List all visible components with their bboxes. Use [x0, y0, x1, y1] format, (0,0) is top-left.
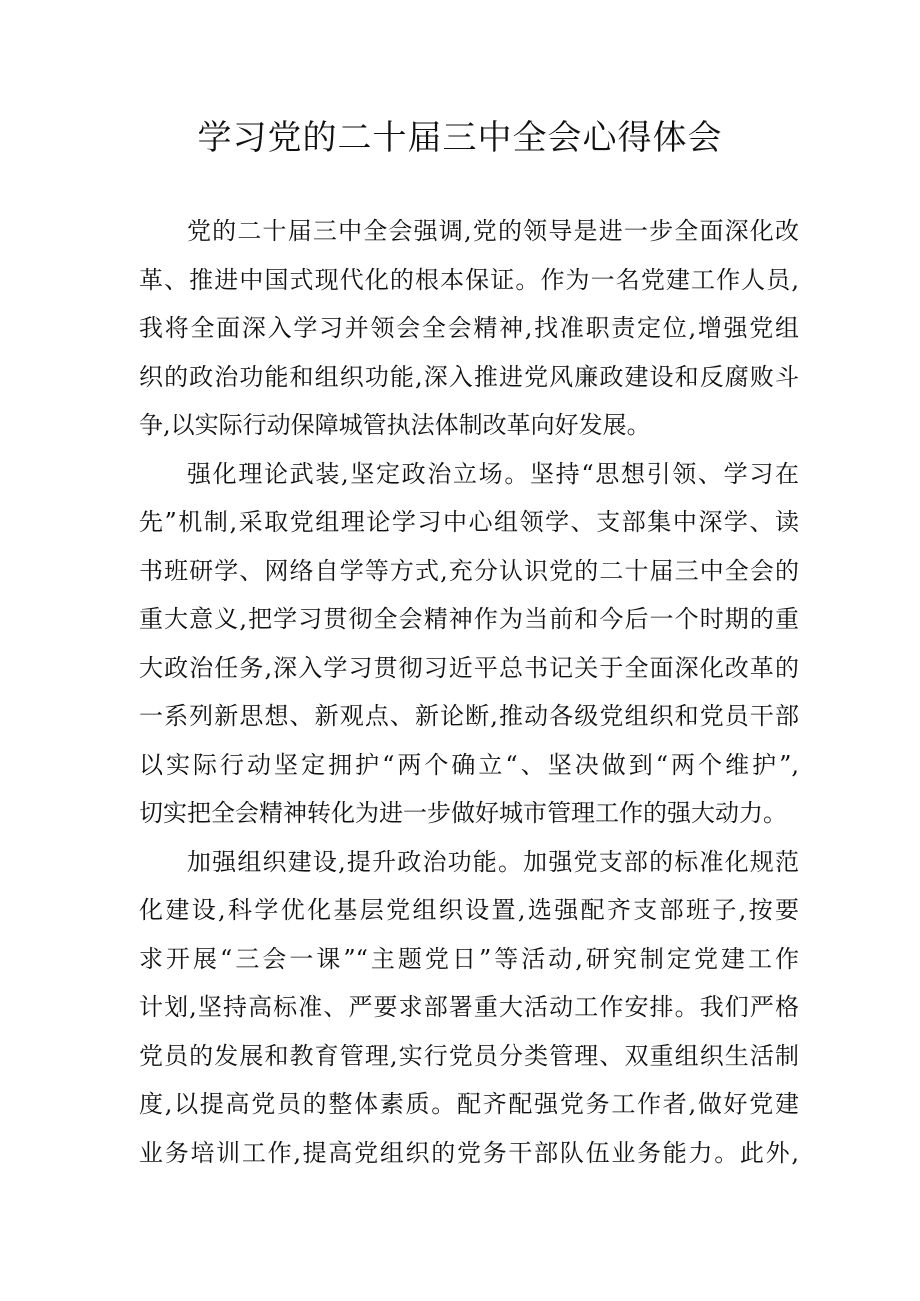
- text-line: 党的二十届三中全会强调,党的领导是进一步全面深化改: [187, 217, 799, 245]
- paragraph-2: [139, 450, 799, 838]
- text-line: 一系列新思想、新观点、新论断,推动各级党组织和党员干部: [139, 702, 799, 730]
- document-title: 学习党的二十届三中全会心得体会: [197, 118, 723, 158]
- text-line: 加强组织建设,提升政治功能。加强党支部的标准化规范: [187, 847, 799, 876]
- text-line: 业务培训工作,提高党组织的党务干部队伍业务能力。此外,: [139, 1138, 799, 1167]
- text-line: 强化理论武装,坚定政治立场。坚持“思想引领、学习在: [187, 459, 799, 488]
- text-line: 度,以提高党员的整体素质。配齐配强党务工作者,做好党建: [139, 1090, 799, 1118]
- text-line: 求开展“三会一课”“主题党日”等活动,研究制定党建工作: [139, 944, 799, 973]
- text-line: 重大意义,把学习贯彻全会精神作为当前和今后一个时期的重: [139, 605, 799, 633]
- document-body: [139, 207, 799, 1177]
- text-line: 化建设,科学优化基层党组织设置,选强配齐支部班子,按要: [139, 896, 799, 924]
- text-line: 党员的发展和教育管理,实行党员分类管理、双重组织生活制: [139, 1041, 799, 1070]
- text-line: 书班研学、网络自学等方式,充分认识党的二十届三中全会的: [139, 556, 799, 585]
- paragraph-1: [139, 207, 799, 450]
- text-line: 先”机制,采取党组理论学习中心组领学、支部集中深学、读: [139, 508, 799, 536]
- text-line: 革、推进中国式现代化的根本保证。作为一名党建工作人员,: [139, 265, 799, 294]
- paragraph-3: [139, 838, 799, 1178]
- text-line: 我将全面深入学习并领会全会精神,找准职责定位,增强党组: [139, 314, 799, 342]
- text-line: 切实把全会精神转化为进一步做好城市管理工作的强大动力。: [139, 799, 787, 827]
- text-line: 织的政治功能和组织功能,深入推进党风廉政建设和反腐败斗: [139, 362, 799, 391]
- text-line: 争,以实际行动保障城管执法体制改革向好发展。: [139, 411, 651, 439]
- text-line: 以实际行动坚定拥护“两个确立“、坚决做到“两个维护”,: [139, 750, 799, 779]
- text-line: 大政治任务,深入学习贯彻习近平总书记关于全面深化改革的: [139, 653, 799, 682]
- text-line: 计划,坚持高标准、严要求部署重大活动工作安排。我们严格: [139, 993, 799, 1021]
